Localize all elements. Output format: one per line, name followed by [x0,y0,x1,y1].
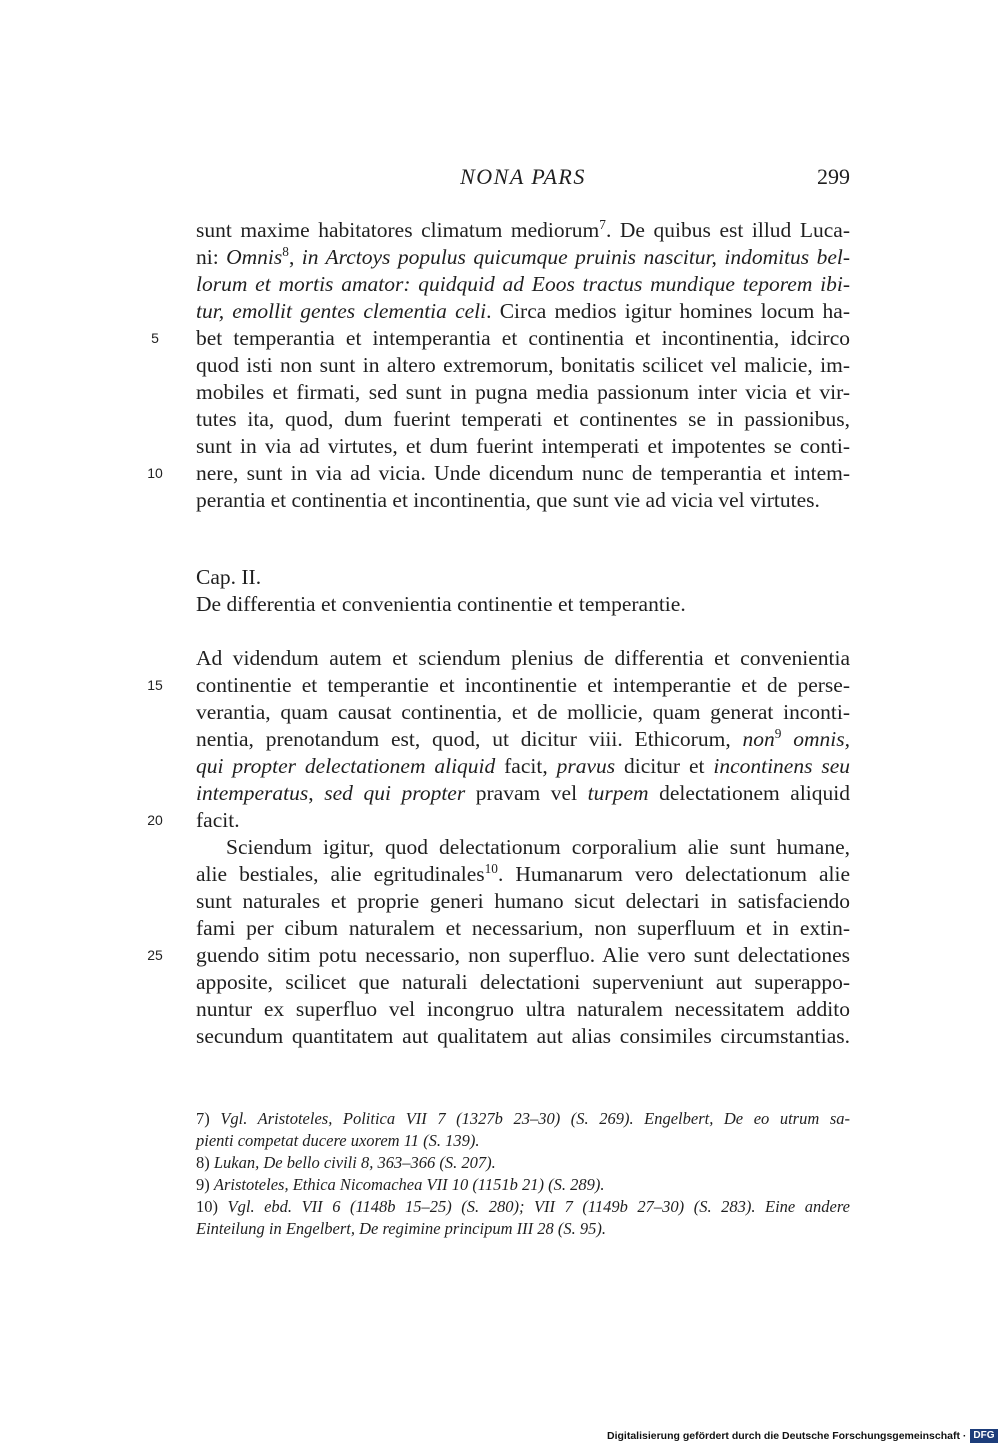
text-line: quod isti non sunt in altero extremorum, bonitatis scilicet vel malicie, im- [196,353,850,377]
text-line: ni: Omnis$^8$, in Arctoys populus quicumque pruinis nascitur, indomitus bel- [196,243,851,269]
text-line: continentie et temperantie et incontinentie et intemperantie et de perse- [196,673,850,697]
page-number: 299 [817,164,850,189]
text-line: sunt maxime habitatores climatum mediorum$^7$. De quibus est illud Luca- [196,216,851,242]
text-line: nuntur ex superfluo vel incongruo ultra naturalem necessitatem addito [196,997,850,1021]
text-line: sunt in via ad virtutes, et dum fuerint intemperati et impotentes se conti- [196,434,850,458]
text-line: apposite, scilicet que naturali delectationi superveniunt aut superappo- [196,970,850,994]
text-line: intemperatus, sed qui propter pravam vel turpem delectationem aliquid [196,781,850,805]
text-line: mobiles et firmati, sed sunt in pugna media passionum inter vicia et vir- [196,380,850,404]
text-line: nere, sunt in via ad vicia. Unde dicendum nunc de temperantia et intem- [196,461,850,485]
chapter-title: De differentia et convenientia continentie et temperantie. [196,592,686,616]
footnote: 9) Aristoteles, Ethica Nicomachea VII 10 (1151b 21) (S. 289). [196,1175,605,1194]
line-number: 5 [151,330,159,346]
text-line: perantia et continentia et incontinentia, que sunt vie ad vicia vel virtutes. [196,488,820,512]
chapter-label: Cap. II. [196,565,262,589]
text-line: tur, emollit gentes clementia celi. Circa medios igitur homines locum ha- [196,299,851,323]
funding-text: Digitalisierung gefördert durch die Deutsche Forschungsgemeinschaft · [607,1430,967,1442]
footnote: 10) Vgl. ebd. VII 6 (1148b 15–25) (S. 280); VII 7 (1149b 27–30) (S. 283). Eine andere [196,1197,850,1216]
line-number: 15 [147,677,163,693]
dfg-logo: DFG [970,1429,997,1443]
text-line: qui propter delectationem aliquid facit, pravus dicitur et incontinens seu [196,754,850,778]
page-header [196,164,850,194]
text-line: lorum et mortis amator: quidquid ad Eoos tractus mundique teporem ibi- [196,272,850,296]
text-line: fami per cibum naturalem et necessarium, non superfluum et in extin- [196,916,850,940]
line-number: 25 [147,947,163,963]
footnote: pienti competat ducere uxorem 11 (S. 139). [196,1131,480,1150]
text-line: bet temperantia et intemperantia et continentia et incontinentia, idcirco [196,326,850,350]
text-line: nentia, prenotandum est, quod, ut dicitur viii. Ethicorum, non$^9$ omnis, [196,725,850,751]
text-line: Ad videndum autem et sciendum plenius de differentia et convenientia [196,646,850,670]
footnote: Einteilung in Engelbert, De regimine principum III 28 (S. 95). [196,1219,606,1238]
text-line: facit. [196,808,240,832]
text-line: Sciendum igitur, quod delectationum corporalium alie sunt humane, [226,835,850,859]
footnote: 7) Vgl. Aristoteles, Politica VII 7 (1327b 23–30) (S. 269). Engelbert, De eo utrum sa- [196,1109,850,1128]
footnote: 8) Lukan, De bello civili 8, 363–366 (S. 207). [196,1153,496,1172]
text-line: tutes ita, quod, dum fuerint temperati et continentes se in passionibus, [196,407,850,431]
funding-notice [607,1428,998,1444]
text-line: sunt naturales et proprie generi humano sicut delectari in satisfaciendo [196,889,850,913]
text-line: secundum quantitatem aut qualitatem aut alias consimiles circumstantias. [196,1024,850,1048]
running-title: NONA PARS [460,164,586,189]
line-number: 20 [147,812,163,828]
text-line: guendo sitim potu necessario, non superfluo. Alie vero sunt delectationes [196,943,850,967]
text-line: verantia, quam causat continentia, et de mollicie, quam generat inconti- [196,700,850,724]
line-number: 10 [147,465,163,481]
text-line: alie bestiales, alie egritudinales$^{10}$. Humanarum vero delectationum alie [196,860,850,886]
